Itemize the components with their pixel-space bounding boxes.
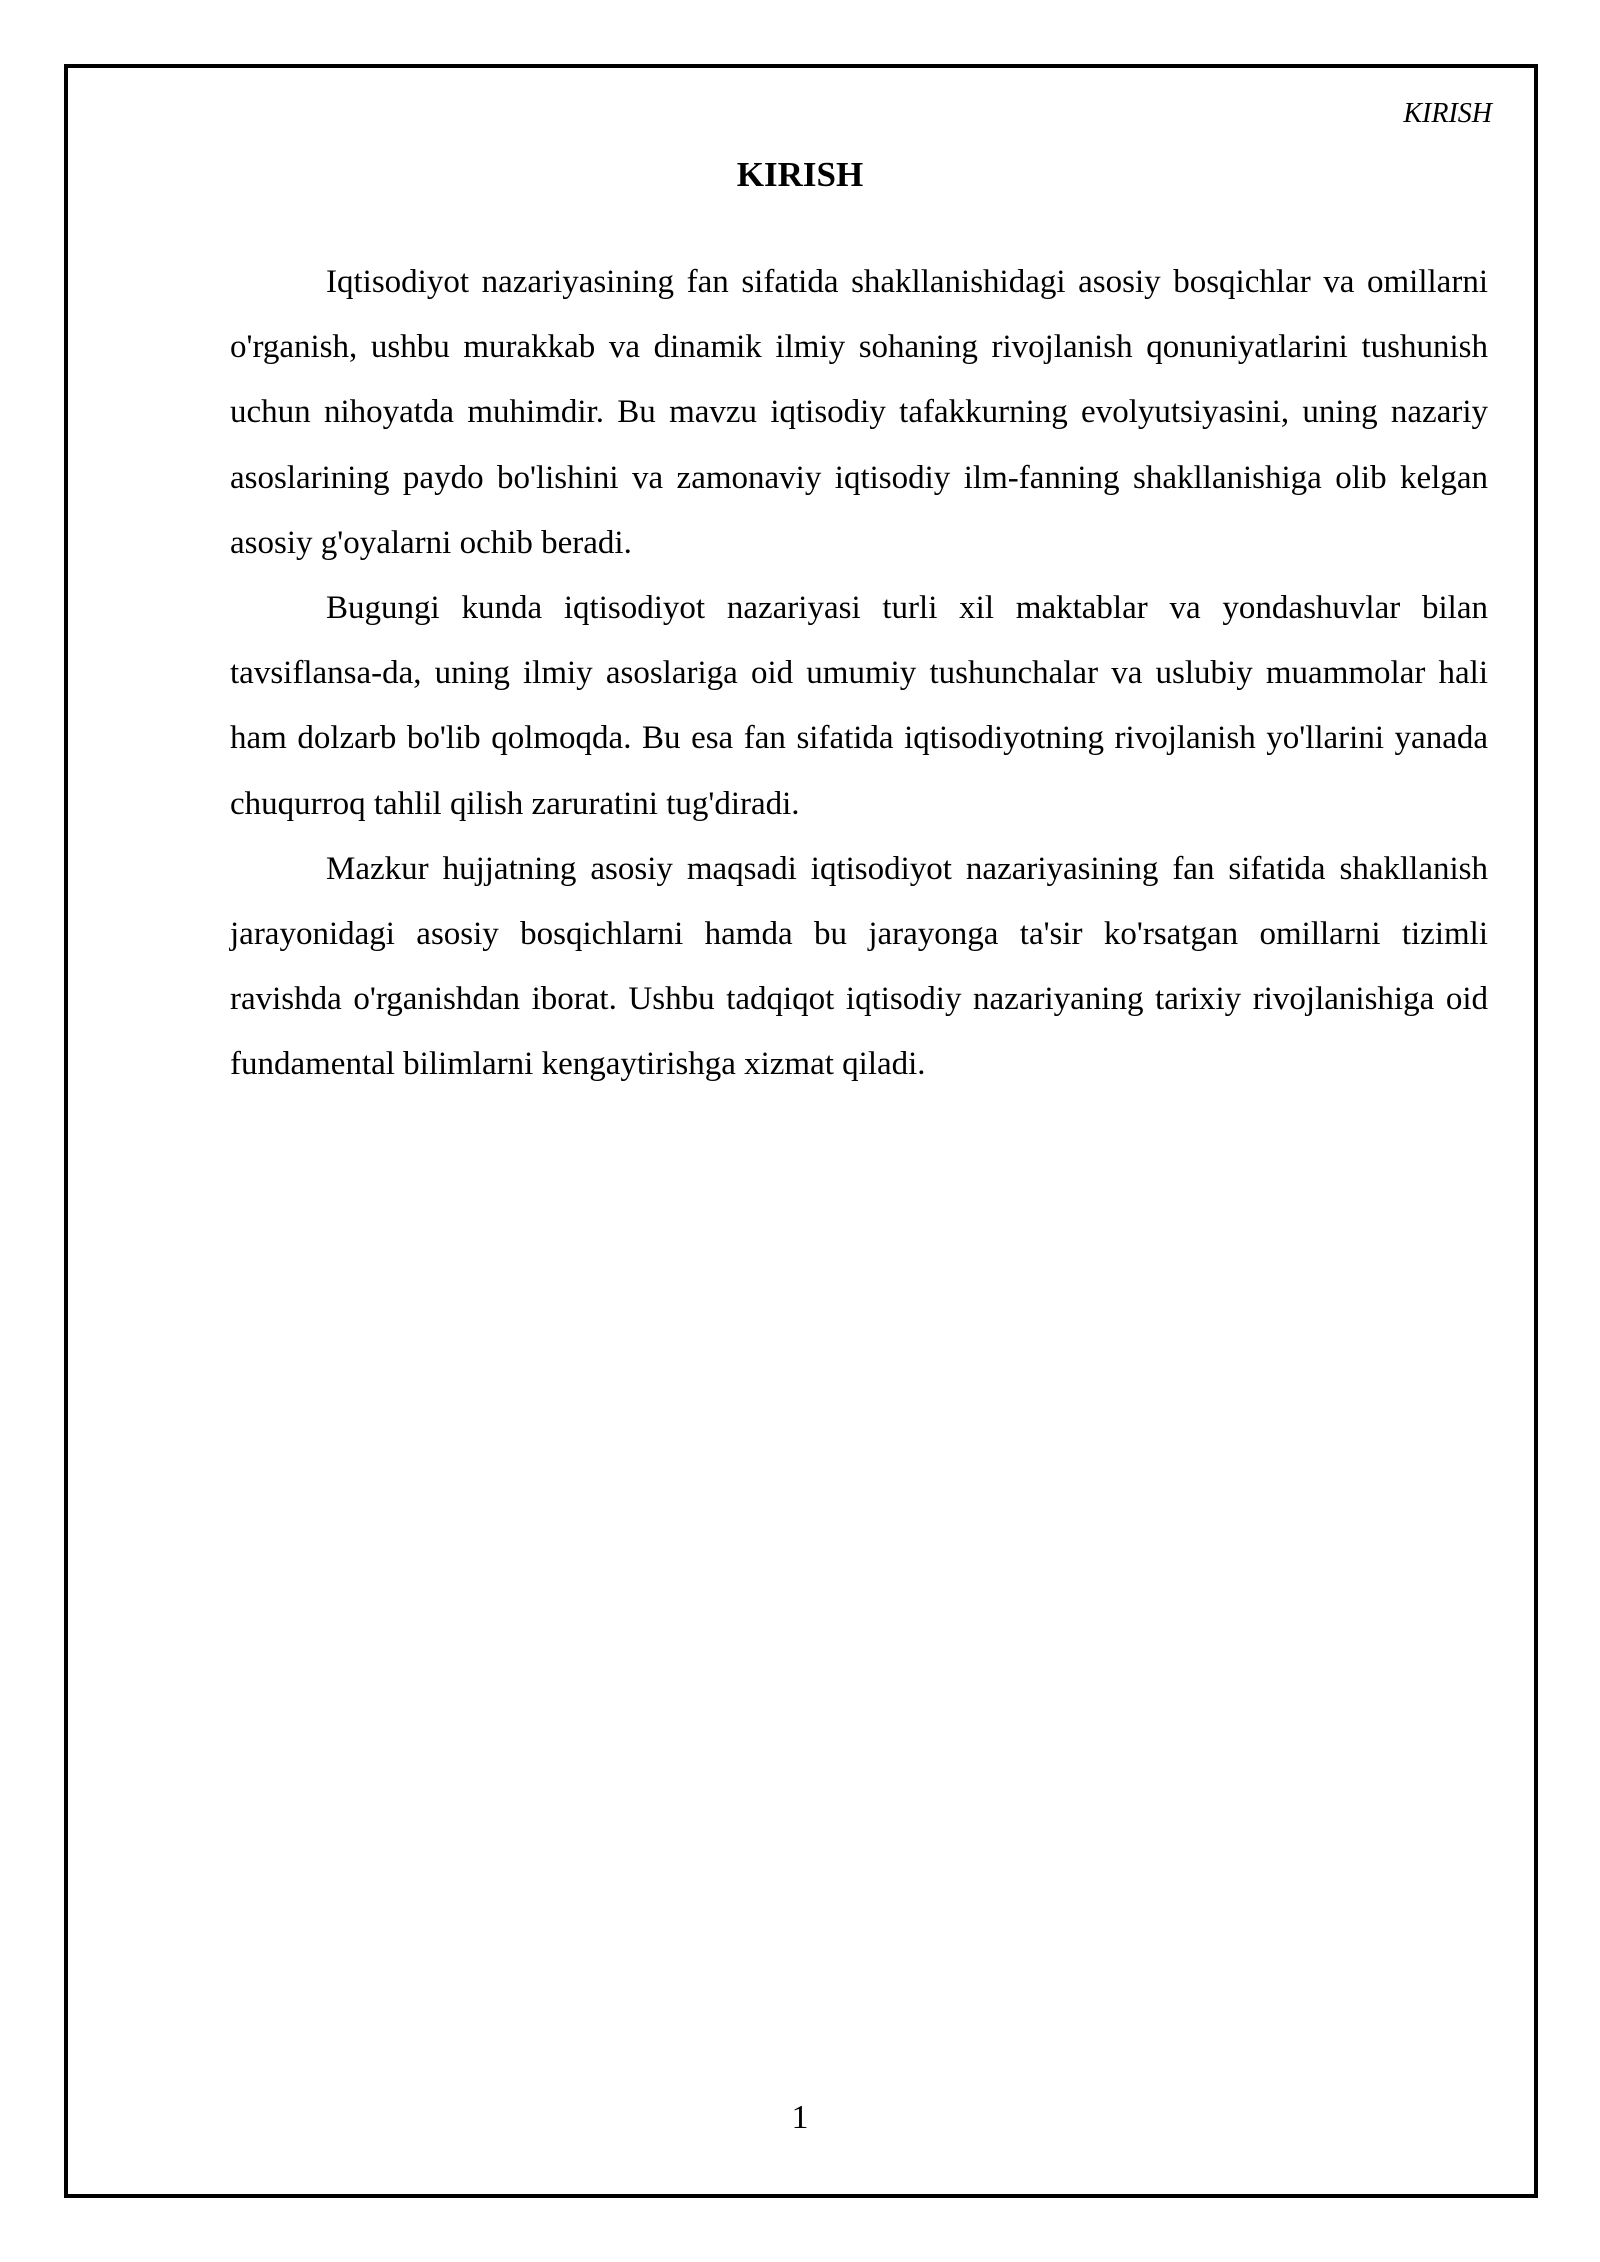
page-number: 1 [791,2099,809,2136]
body-paragraph: Bugungi kunda iqtisodiyot nazariyasi turli xil maktablar va yondashuvlar bilan tavsiflansa-da, uning ilmiy asoslariga oid umumiy tushunchalar va uslubiy muammolar hali ham dolzarb bo'lib qolmoqda. Bu esa fan sifatida iqtisodiyotning rivojlanish yo'llarini yanada chuqurroq tahlil qilish zaruratini tug'diradi. [230,590,1488,822]
body-paragraph: Iqtisodiyot nazariyasining fan sifatida shakllanishidagi asosiy bosqichlar va omillarni o'rganish, ushbu murakkab va dinamik ilmiy sohaning rivojlanish qonuniyatlarini tushunish uchun nihoyatda muhimdir. Bu mavzu iqtisodiy tafakkurning evolyutsiyasini, uning nazariy asoslarining paydo bo'lishini va zamonaviy iqtisodiy ilm-fanning shakllanishiga olib kelgan asosiy g'oyalarni ochib beradi. [230,264,1488,561]
body-paragraph: Mazkur hujjatning asosiy maqsadi iqtisodiyot nazariyasining fan sifatida shakllanish jarayonidagi asosiy bosqichlarni hamda bu jarayonga ta'sir ko'rsatgan omillarni tizimli ravishda o'rganishdan iborat. Ushbu tadqiqot iqtisodiy nazariyaning tarixiy rivojlanishiga oid fundamental bilimlarni kengaytirishga xizmat qiladi. [230,850,1488,1083]
document-title: KIRISH [736,155,864,194]
document-body [230,250,1488,1098]
running-header: KIRISH [1403,98,1492,129]
